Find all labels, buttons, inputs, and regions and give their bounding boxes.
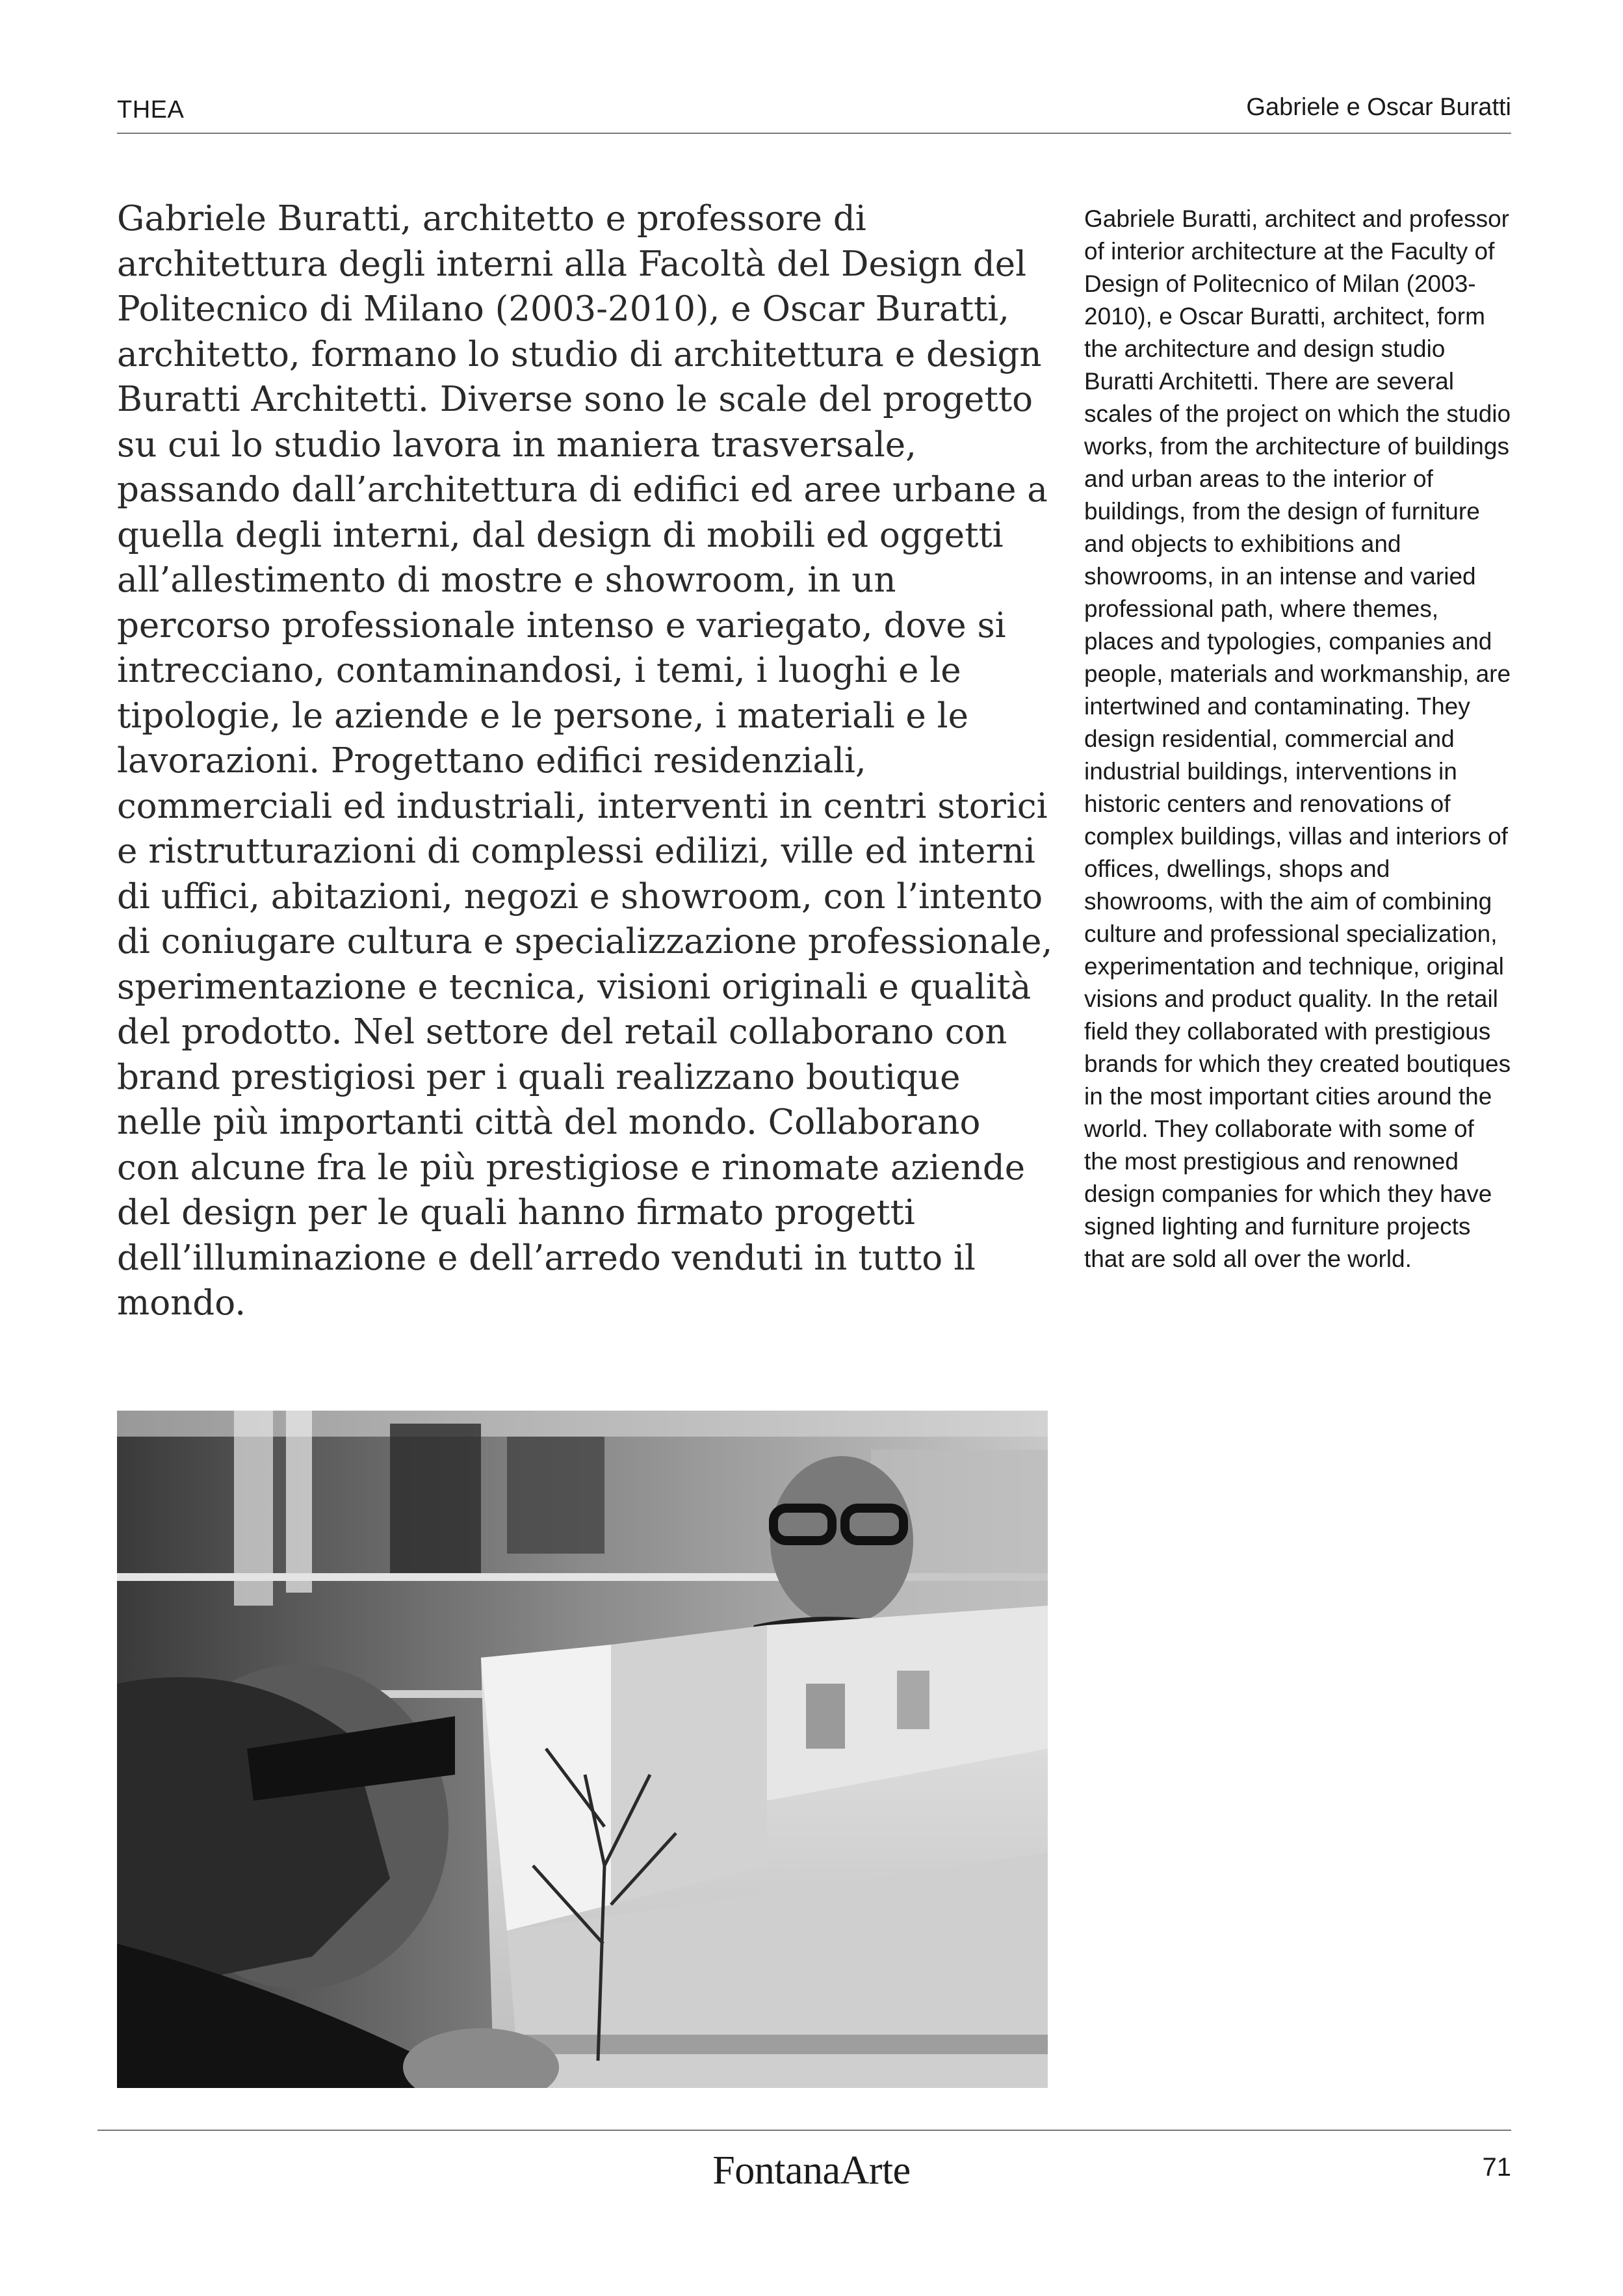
architects-photo [117, 1411, 1048, 2088]
page-number: 71 [1482, 2153, 1511, 2182]
english-body-text: Gabriele Buratti, architect and professor of interior architecture at the Faculty of Design of Politecnico of Milan (2003-2010), e Oscar Buratti, architect, form the architecture and design studio Buratti Architetti. There are several scales of the project on which the studio works, from the architecture of buildings and urban areas to the interior of buildings, from the design of furniture and objects to exhibitions and showrooms, in an intense and varied professional path, where themes, places and typologies, companies and people, materials and workmanship, are intertwined and contaminating. They design residential, commercial and industrial buildings, interventions in historic centers and renovations of complex buildings, villas and interiors of offices, dwellings, shops and showrooms, with the aim of combining culture and professional specialization, experimentation and technique, original visions and product quality. In the retail field they collaborated with prestigious brands for which they created boutiques in the most important cities around the world. They collaborate with some of the most prestigious and renowned design companies for which they have signed lighting and furniture projects that are sold all over the world. [1084, 205, 1511, 1272]
header-divider [117, 133, 1511, 134]
running-header-right: Gabriele e Oscar Buratti [1246, 94, 1511, 121]
photo-illustration [117, 1411, 1048, 2088]
footer-divider [97, 2130, 1511, 2131]
running-header-left: THEA [117, 96, 185, 124]
italian-body-text: Gabriele Buratti, architetto e professore di architettura degli interni alla Facoltà del Design del Politecnico di Milano (2003-2010), e Oscar Buratti, architetto, formano lo studio di architettura e design Buratti Architetti. Diverse sono le scale del progetto su cui lo studio lavora in maniera trasversale, passando dall’architettura di edifici ed aree urbane a quella degli interni, dal design di mobili ed oggetti all’allestimento di mostre e showroom, in un percorso professionale intenso e variegato, dove si intrecciano, contaminandosi, i temi, i luoghi e le tipologie, le aziende e le persone, i materiali e le lavorazioni. Progettano edifici residenziali, commerciali ed industriali, interventi in centri storici e ristrutturazioni di complessi edilizi, ville ed interni di uffici, abitazioni, negozi e showroom, con l’intento di coniugare cultura e specializzazione professionale, sperimentazione e tecnica, visioni originali e qualità del prodotto. Nel settore del retail collaborano con brand prestigiosi per i quali realizzano boutique nelle più importanti città del mondo. Collaborano con alcune fra le più prestigiose e rinomate aziende del design per le quali hanno firmato progetti dell’illuminazione e dell’arredo venduti in tutto il mondo. [117, 199, 1053, 1323]
fontanaarte-logo: FontanaArte [712, 2148, 911, 2193]
